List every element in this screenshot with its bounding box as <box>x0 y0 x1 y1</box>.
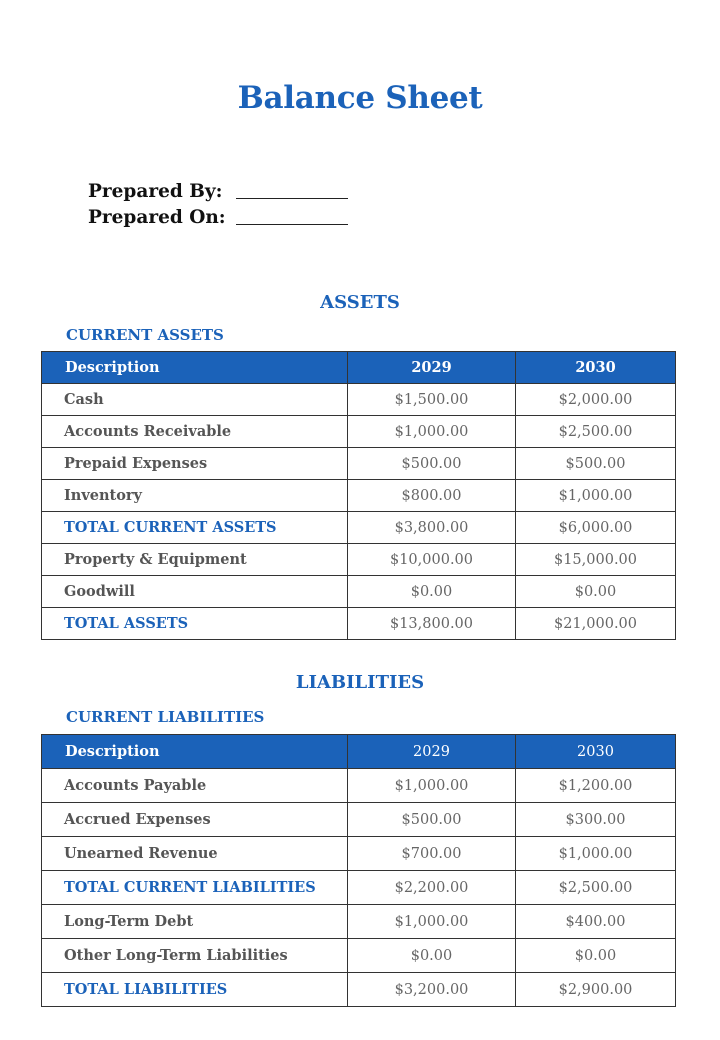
table-row <box>42 803 676 837</box>
total-value-2030: $2,900.00 <box>516 973 676 1007</box>
total-value-2029: $3,800.00 <box>348 512 516 544</box>
row-value-2029: $700.00 <box>348 837 516 871</box>
row-value-2030: $1,000.00 <box>516 480 676 512</box>
total-row <box>42 871 676 905</box>
row-value-2030: $2,500.00 <box>516 416 676 448</box>
prepared-on-line[interactable] <box>236 224 348 225</box>
row-value-2029: $10,000.00 <box>348 544 516 576</box>
prepared-block <box>88 178 348 230</box>
column-header-2030: 2030 <box>516 352 676 384</box>
table-row <box>42 905 676 939</box>
row-value-2030: $500.00 <box>516 448 676 480</box>
row-value-2029: $0.00 <box>348 576 516 608</box>
row-value-2030: $0.00 <box>516 939 676 973</box>
column-header-2029: 2029 <box>348 352 516 384</box>
row-value-2030: $2,000.00 <box>516 384 676 416</box>
row-description: Cash <box>42 384 348 416</box>
table-row <box>42 576 676 608</box>
table-row <box>42 480 676 512</box>
table-row <box>42 384 676 416</box>
row-description: Long-Term Debt <box>42 905 348 939</box>
current-assets-subheading: CURRENT ASSETS <box>66 326 224 344</box>
assets-heading: ASSETS <box>320 292 400 313</box>
total-value-2030: $6,000.00 <box>516 512 676 544</box>
table-header-row <box>42 352 676 384</box>
prepared-by-label: Prepared By: <box>88 180 223 202</box>
table-row <box>42 544 676 576</box>
total-value-2029: $13,800.00 <box>348 608 516 640</box>
total-row <box>42 973 676 1007</box>
row-value-2029: $1,500.00 <box>348 384 516 416</box>
row-description: Accounts Receivable <box>42 416 348 448</box>
prepared-by-row <box>88 178 348 204</box>
column-header-description: Description <box>42 735 348 769</box>
table-row <box>42 837 676 871</box>
total-description: TOTAL ASSETS <box>42 608 348 640</box>
table-row <box>42 769 676 803</box>
current-liabilities-subheading: CURRENT LIABILITIES <box>66 708 265 726</box>
table-row <box>42 939 676 973</box>
row-value-2029: $1,000.00 <box>348 769 516 803</box>
row-value-2029: $500.00 <box>348 803 516 837</box>
row-description: Goodwill <box>42 576 348 608</box>
row-value-2029: $0.00 <box>348 939 516 973</box>
table-row <box>42 448 676 480</box>
column-header-2030: 2030 <box>516 735 676 769</box>
row-description: Accrued Expenses <box>42 803 348 837</box>
row-value-2030: $1,200.00 <box>516 769 676 803</box>
liabilities-table <box>41 734 676 1007</box>
assets-table <box>41 351 676 640</box>
table-row <box>42 416 676 448</box>
prepared-on-row <box>88 204 348 230</box>
prepared-by-line[interactable] <box>236 198 348 199</box>
row-value-2030: $1,000.00 <box>516 837 676 871</box>
row-value-2029: $800.00 <box>348 480 516 512</box>
row-description: Inventory <box>42 480 348 512</box>
column-header-description: Description <box>42 352 348 384</box>
total-row <box>42 512 676 544</box>
row-description: Prepaid Expenses <box>42 448 348 480</box>
total-description: TOTAL LIABILITIES <box>42 973 348 1007</box>
total-value-2029: $2,200.00 <box>348 871 516 905</box>
prepared-on-label: Prepared On: <box>88 206 226 228</box>
total-value-2030: $2,500.00 <box>516 871 676 905</box>
row-value-2030: $400.00 <box>516 905 676 939</box>
total-row <box>42 608 676 640</box>
row-description: Other Long-Term Liabilities <box>42 939 348 973</box>
row-value-2030: $0.00 <box>516 576 676 608</box>
total-value-2029: $3,200.00 <box>348 973 516 1007</box>
total-value-2030: $21,000.00 <box>516 608 676 640</box>
row-value-2029: $1,000.00 <box>348 416 516 448</box>
liabilities-heading: LIABILITIES <box>295 672 425 693</box>
column-header-2029: 2029 <box>348 735 516 769</box>
row-description: Property & Equipment <box>42 544 348 576</box>
row-value-2030: $300.00 <box>516 803 676 837</box>
page-title: Balance Sheet <box>237 80 483 116</box>
row-description: Unearned Revenue <box>42 837 348 871</box>
table-header-row <box>42 735 676 769</box>
total-description: TOTAL CURRENT LIABILITIES <box>42 871 348 905</box>
total-description: TOTAL CURRENT ASSETS <box>42 512 348 544</box>
row-value-2030: $15,000.00 <box>516 544 676 576</box>
row-description: Accounts Payable <box>42 769 348 803</box>
row-value-2029: $1,000.00 <box>348 905 516 939</box>
row-value-2029: $500.00 <box>348 448 516 480</box>
